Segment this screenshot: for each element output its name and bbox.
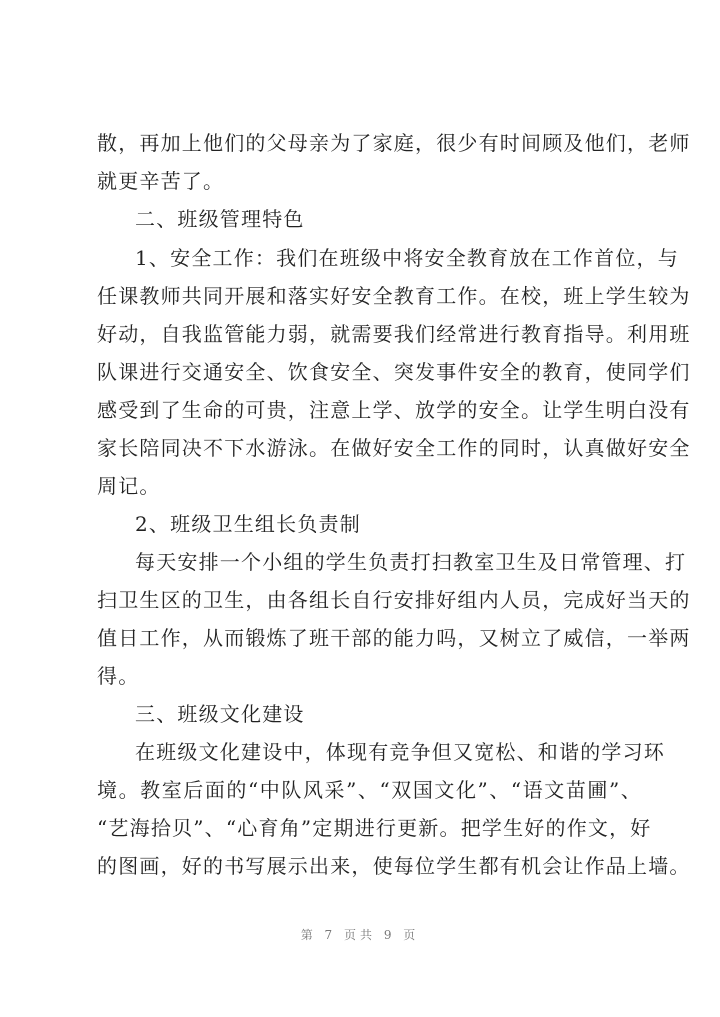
- subsection-heading: 2、班级卫生组长负责制: [135, 512, 361, 536]
- paragraph-line: 好动，自我监管能力弱，就需要我们经常进行教育指导。利用班: [97, 322, 691, 346]
- paragraph-line: 就更辛苦了。: [97, 169, 225, 193]
- paragraph-line: 的图画，好的书写展示出来，使每位学生都有机会让作品上墙。: [97, 854, 691, 878]
- page-number: 第 7 页共 9 页: [300, 928, 420, 942]
- section-heading: 三、班级文化建设: [135, 702, 305, 726]
- paragraph-line: 感受到了生命的可贵，注意上学、放学的安全。让学生明白没有: [97, 398, 691, 422]
- paragraph-line: 队课进行交通安全、饮食安全、突发事件安全的教育，使同学们: [97, 360, 691, 384]
- paragraph-line: 1、安全工作：我们在班级中将安全教育放在工作首位，与: [135, 246, 679, 270]
- paragraph-line: 境。教室后面的“中队风采”、“双国文化”、“语文苗圃”、: [97, 778, 642, 802]
- section-heading: 二、班级管理特色: [135, 207, 305, 231]
- paragraph-line: “艺海拾贝”、“心育角”定期进行更新。把学生好的作文，好: [97, 816, 652, 840]
- paragraph-line: 散，再加上他们的父母亲为了家庭，很少有时间顾及他们，老师: [97, 131, 691, 155]
- paragraph-line: 周记。: [97, 474, 161, 498]
- paragraph-line: 得。: [97, 664, 140, 688]
- paragraph-line: 家长陪同决不下水游泳。在做好安全工作的同时，认真做好安全: [97, 436, 691, 460]
- paragraph-line: 每天安排一个小组的学生负责打扫教室卫生及日常管理、打: [135, 550, 687, 574]
- paragraph-line: 任课教师共同开展和落实好安全教育工作。在校，班上学生较为: [97, 284, 691, 308]
- paragraph-line: 在班级文化建设中，体现有竞争但又宽松、和谐的学习环: [135, 740, 665, 764]
- paragraph-line: 值日工作，从而锻炼了班干部的能力吗，又树立了威信，一举两: [97, 626, 691, 650]
- paragraph-line: 扫卫生区的卫生，由各组长自行安排好组内人员，完成好当天的: [97, 588, 691, 612]
